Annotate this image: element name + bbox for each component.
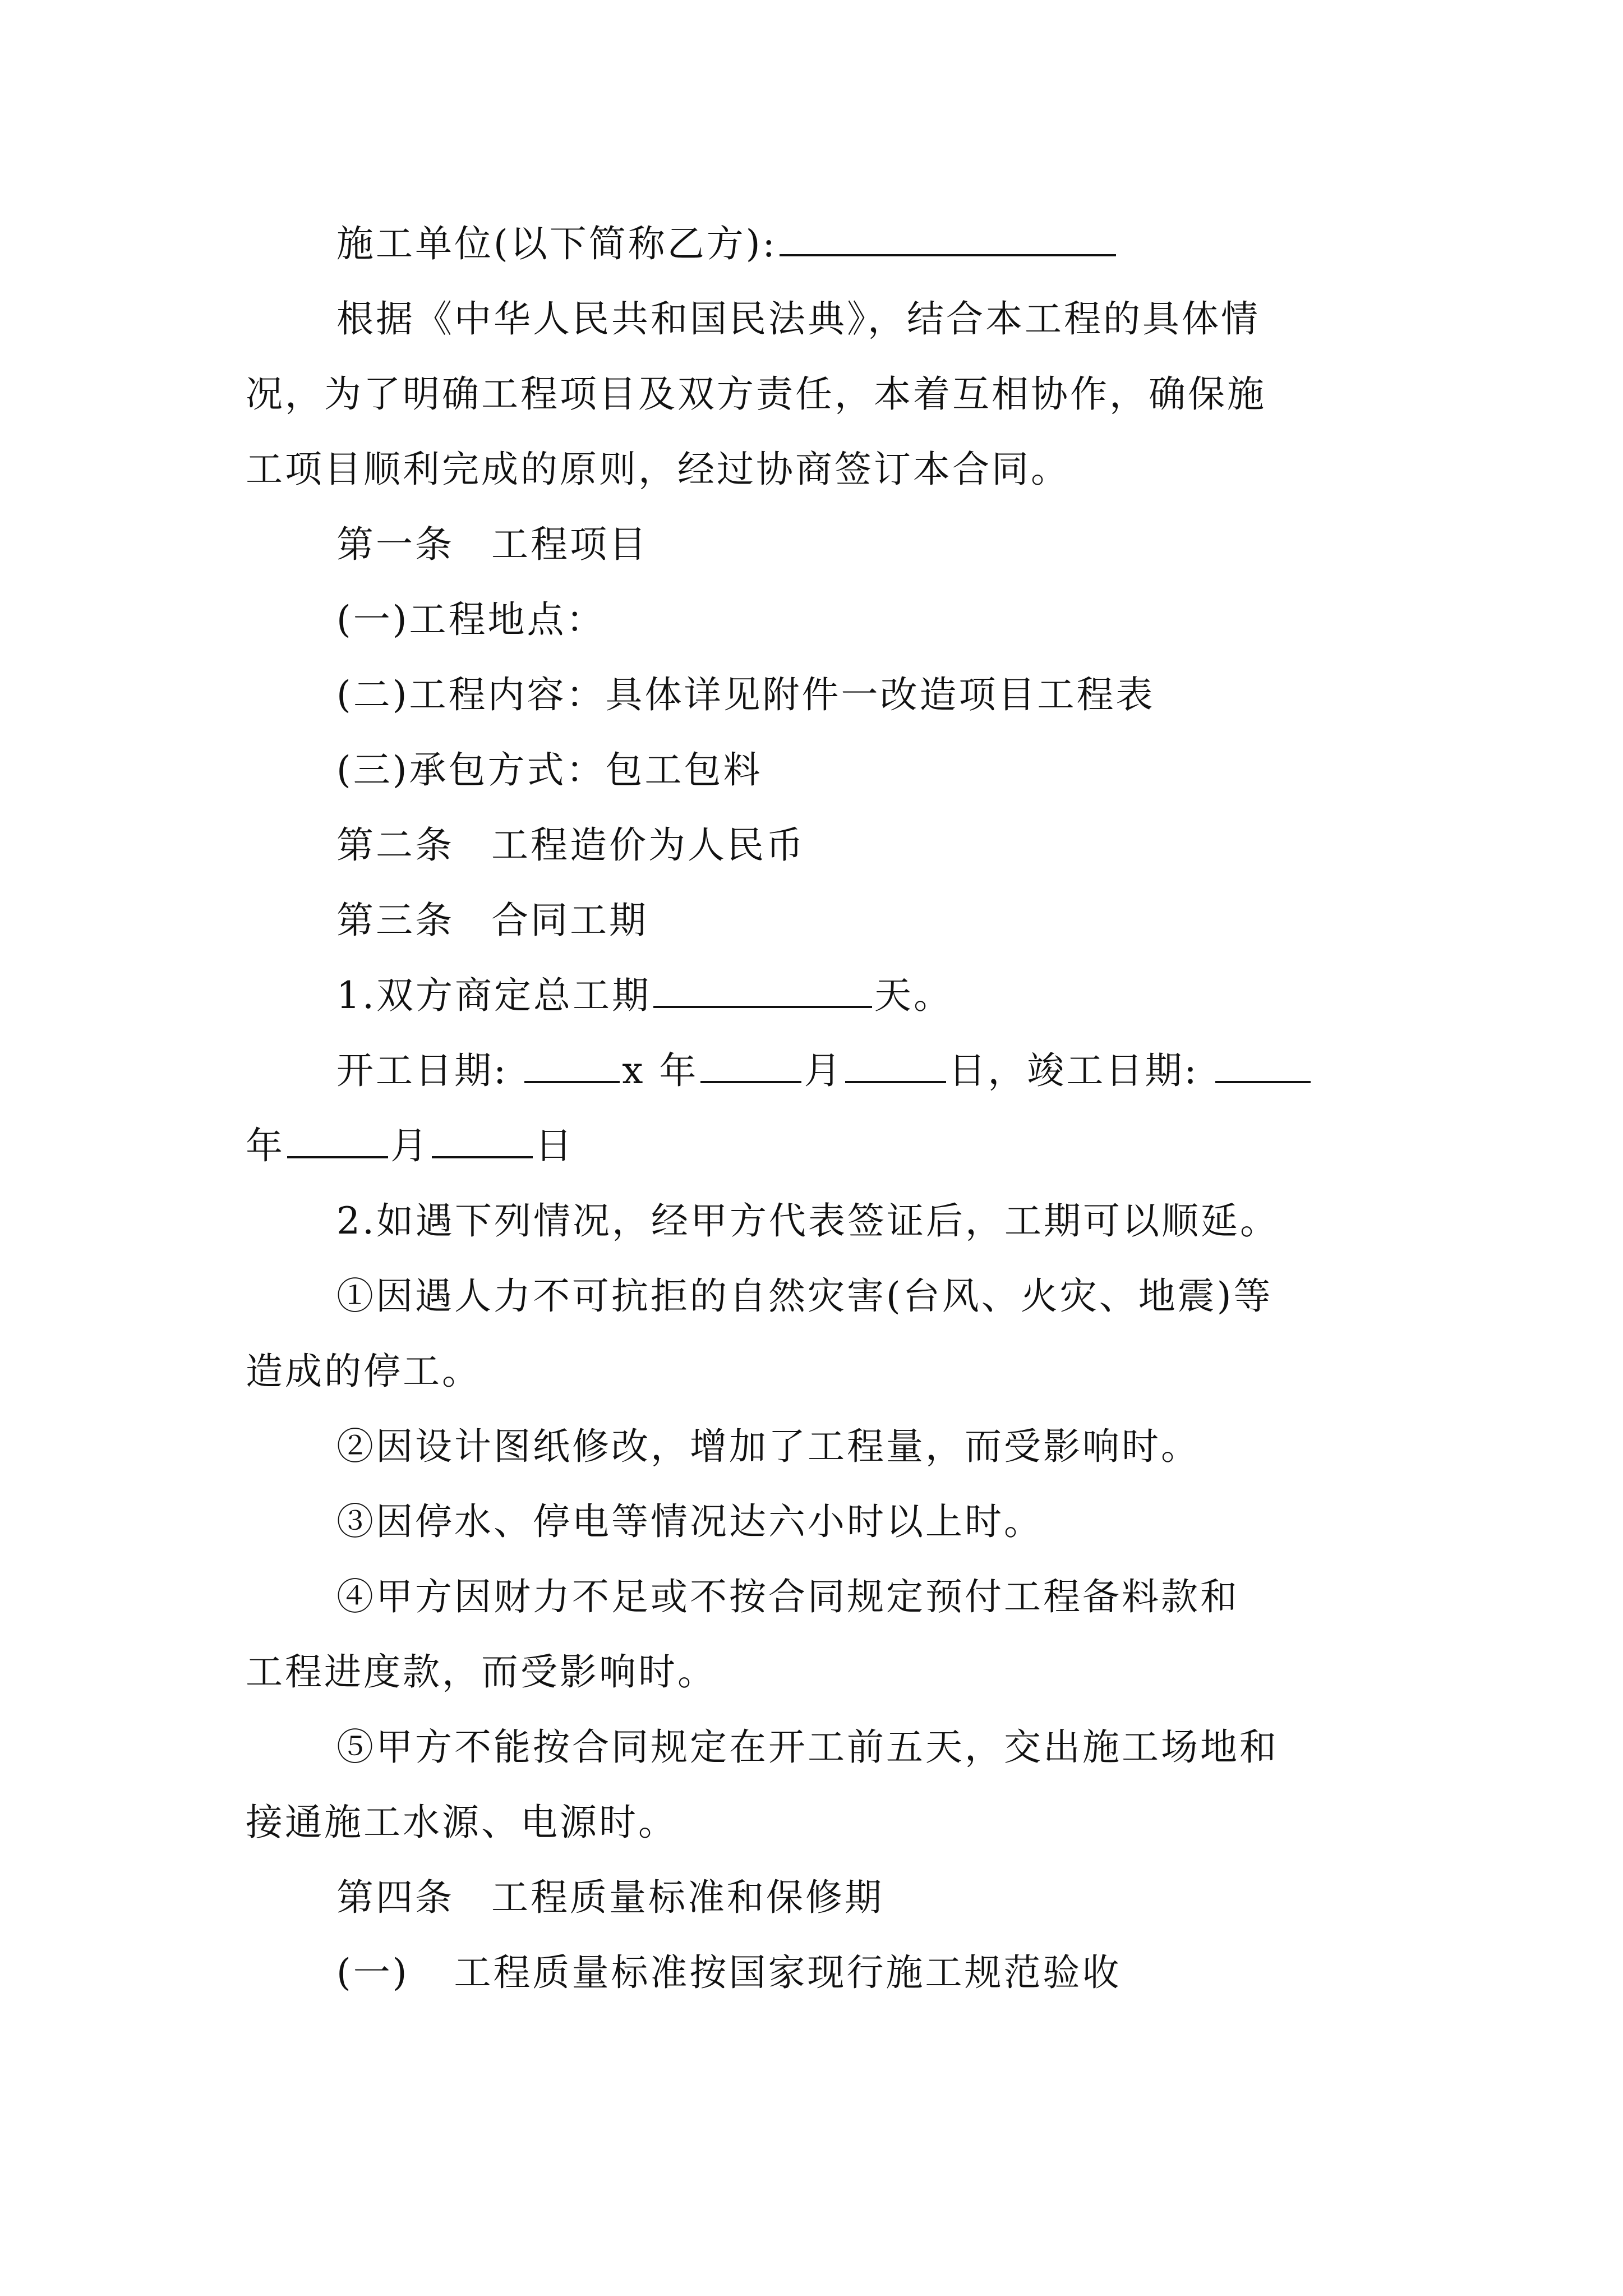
start-year-suffix: x 年 [622,1049,699,1092]
preamble-line-2: 况，为了明确工程项目及双方责任，本着互相协作，确保施 [246,372,1266,416]
condition-2: ②因设计图纸修改，增加了工程量，而受影响时。 [336,1425,1200,1468]
article-1-heading [336,514,648,576]
contractor-label: 施工单位(以下简称乙方): [336,222,777,265]
quality-item-1-number: (一) [336,1951,409,1994]
completion-date-line [246,1115,574,1177]
start-day-blank [845,1078,946,1083]
completion-day-suffix: 日 [535,1124,574,1167]
quality-item-1-text: 工程质量标准按国家现行施工规范验收 [454,1951,1122,1994]
completion-year-blank [1215,1078,1311,1083]
completion-day-blank [432,1153,533,1158]
quality-item-1 [336,1942,1122,2004]
contractor-blank [780,251,1116,256]
condition-1-line-2: 造成的停工。 [246,1350,481,1393]
start-month-blank [700,1078,801,1083]
contractor-line [336,213,1118,275]
completion-year-suffix: 年 [246,1124,285,1167]
article-4-number: 第四条 [336,1876,454,1919]
start-month-suffix: 月 [804,1049,843,1092]
article-1-number: 第一条 [336,523,454,566]
article-1-title: 工程项目 [491,523,648,566]
preamble-line-3: 工项目顺利完成的原则，经过协商签订本合同。 [246,448,1070,491]
item-3-method: (三)承包方式：包工包料 [336,748,763,792]
condition-1-line-1: ①因遇人力不可抗拒的自然灾害(台风、火灾、地震)等 [336,1274,1273,1318]
article-4-heading [336,1867,884,1929]
article-2-heading [336,815,805,876]
condition-5-line-1: ⑤甲方不能按合同规定在开工前五天，交出施工场地和 [336,1726,1279,1769]
total-period-label: 1.双方商定总工期 [336,974,651,1017]
condition-3: ③因停水、停电等情况达六小时以上时。 [336,1500,1043,1543]
start-date-line [336,1040,1313,1102]
completion-month-suffix: 月 [390,1124,430,1167]
article-3-number: 第三条 [336,899,454,942]
article-2-title: 工程造价为人民币 [491,823,805,867]
total-period-line [336,965,953,1027]
item-1-location: (一)工程地点： [336,598,606,641]
start-date-label: 开工日期: [336,1049,509,1092]
item-2-content: (二)工程内容：具体详见附件一改造项目工程表 [336,673,1155,716]
extension-intro: 2.如遇下列情况，经甲方代表签证后，工期可以顺延。 [336,1199,1279,1243]
preamble-line-1: 根据《中华人民共和国民法典》，结合本工程的具体情 [336,297,1260,341]
completion-month-blank [287,1153,388,1158]
completion-date-label: 日，竣工日期: [948,1049,1199,1092]
condition-4-line-1: ④甲方因财力不足或不按合同规定预付工程备料款和 [336,1575,1239,1618]
article-3-heading [336,890,648,951]
total-period-blank [653,1002,872,1008]
condition-4-line-2: 工程进度款，而受影响时。 [246,1650,717,1694]
start-year-blank [524,1078,620,1083]
condition-5-line-2: 接通施工水源、电源时。 [246,1801,677,1844]
total-period-unit: 天。 [874,974,953,1017]
article-2-number: 第二条 [336,823,454,867]
article-4-title: 工程质量标准和保修期 [491,1876,884,1919]
article-3-title: 合同工期 [491,899,648,942]
